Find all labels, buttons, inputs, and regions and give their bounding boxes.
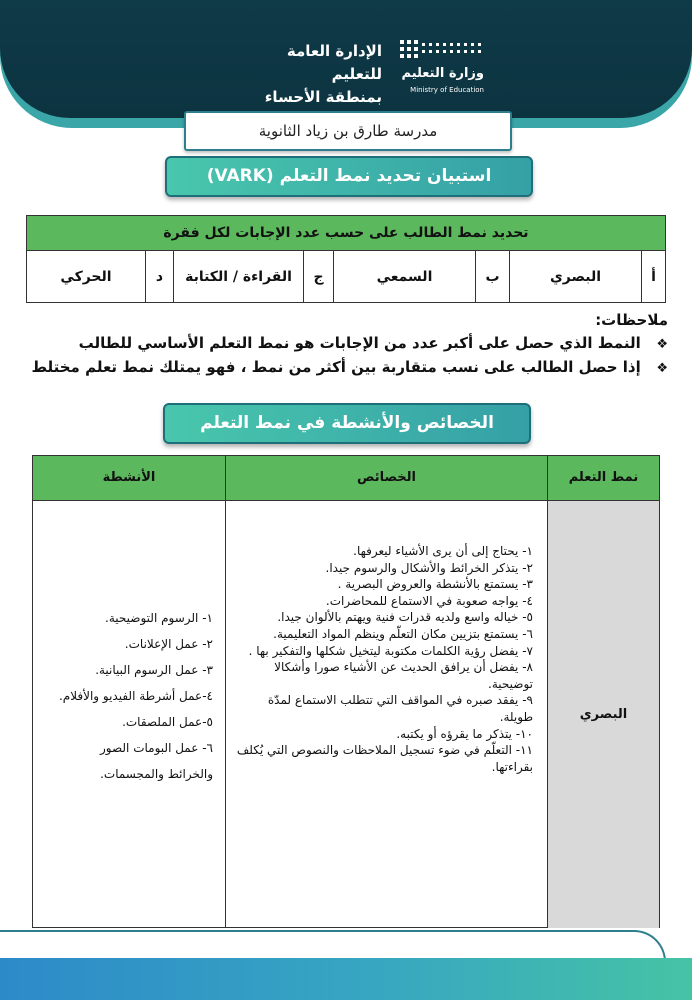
trait-item: ٣- يستمتع بالأنشطة والعروض البصرية . (337, 577, 533, 592)
option-letter: د (145, 251, 173, 303)
ministry-logo (398, 38, 484, 98)
questionnaire-title: استبيان تحديد نمط التعلم (VARK) (165, 156, 533, 197)
characteristics-table (32, 455, 660, 928)
page-header (0, 0, 692, 118)
trait-item: ٦- يستمتع بتزيين مكان التعلّم وينظم المواد التعليمية. (273, 626, 533, 641)
activity-item: ١- الرسوم التوضيحية. (105, 611, 213, 625)
determination-options-row (27, 251, 665, 303)
admin-line-1: الإدارة العامة للتعليم (286, 42, 382, 83)
header-traits: الخصائص (225, 456, 547, 500)
school-name-box: مدرسة طارق بن زياد الثانوية (184, 111, 512, 151)
trait-item: ٨- يفضل أن يرافق الحديث عن الأشياء صورا وأشكالا توضيحية. (274, 660, 533, 691)
activity-item: ٣- عمل الرسوم البيانية. (95, 663, 213, 677)
characteristics-title: الخصائص والأنشطة في نمط التعلم (163, 403, 531, 444)
ministry-dots-icon (398, 38, 484, 62)
trait-item: ٩- يفقد صبره في المواقف التي تتطلب الاستماع لمدّة طويلة. (267, 693, 533, 724)
ministry-name-arabic: وزارة التعليم (401, 66, 484, 81)
administration-name (232, 40, 382, 109)
option-label: القراءة / الكتابة (173, 251, 303, 303)
ministry-name-english: Ministry of Education (410, 86, 484, 94)
trait-item: ٧- يفضل رؤية الكلمات مكتوبة ليتخيل شكلها والتفكير بها . (248, 643, 533, 658)
option-letter: أ (641, 251, 665, 303)
activity-item: ٦- عمل البومات الصور (100, 741, 213, 755)
characteristics-table-header (33, 456, 659, 501)
activity-item: ٥-عمل الملصقات. (122, 715, 213, 729)
determination-table (26, 215, 666, 303)
learning-style-cell: البصري (547, 501, 659, 928)
note-text: إذا حصل الطالب على نسب متقاربة بين أكثر من نمط ، فهو يمتلك نمط تعلم مختلط (31, 358, 641, 376)
trait-item: ٤- يواجه صعوبة في الاستماع للمحاضرات. (325, 593, 533, 608)
notes-section (22, 308, 668, 380)
trait-item: ١٠- يتذكر ما يقرؤه أو يكتبه. (396, 726, 533, 741)
option-letter: ج (303, 251, 333, 303)
activities-cell (33, 501, 225, 928)
footer-band (0, 958, 692, 1000)
trait-item: ٥- خياله واسع ولديه قدرات فنية ويهتم بالألوان جيدا. (277, 610, 533, 625)
note-text: النمط الذي حصل على أكبر عدد من الإجابات هو نمط التعلم الأساسي للطالب (78, 334, 641, 352)
characteristics-table-row (33, 501, 659, 928)
header-learning-style: نمط التعلم (547, 456, 659, 500)
trait-item: ١- يحتاج إلى أن يرى الأشياء ليعرفها. (353, 544, 533, 558)
activity-item: والخرائط والمجسمات. (100, 767, 213, 781)
trait-item: ٢- يتذكر الخرائط والأشكال والرسوم جيدا. (325, 560, 533, 575)
option-label: الحركي (60, 269, 112, 285)
traits-cell (225, 501, 547, 928)
note-item (22, 356, 668, 380)
diamond-bullet-icon: ❖ (656, 337, 668, 352)
header-activities: الأنشطة (102, 470, 156, 485)
activity-item: ٤-عمل أشرطة الفيديو والأفلام. (58, 689, 213, 703)
notes-title: ملاحظات: (595, 311, 668, 329)
option-letter: ب (475, 251, 509, 303)
diamond-bullet-icon: ❖ (656, 361, 668, 376)
option-label: البصري (509, 251, 641, 303)
trait-item: ١١- التعلّم في ضوء تسجيل الملاحظات والنصوص التي يُكلف بقراءتها. (236, 743, 533, 774)
option-label: السمعي (333, 251, 475, 303)
determination-table-header: تحديد نمط الطالب على حسب عدد الإجابات لكل فقرة (27, 216, 665, 251)
activity-item: ٢- عمل الإعلانات. (124, 637, 213, 651)
admin-line-2: بمنطقة الأحساء (264, 88, 382, 106)
note-item (22, 332, 668, 356)
